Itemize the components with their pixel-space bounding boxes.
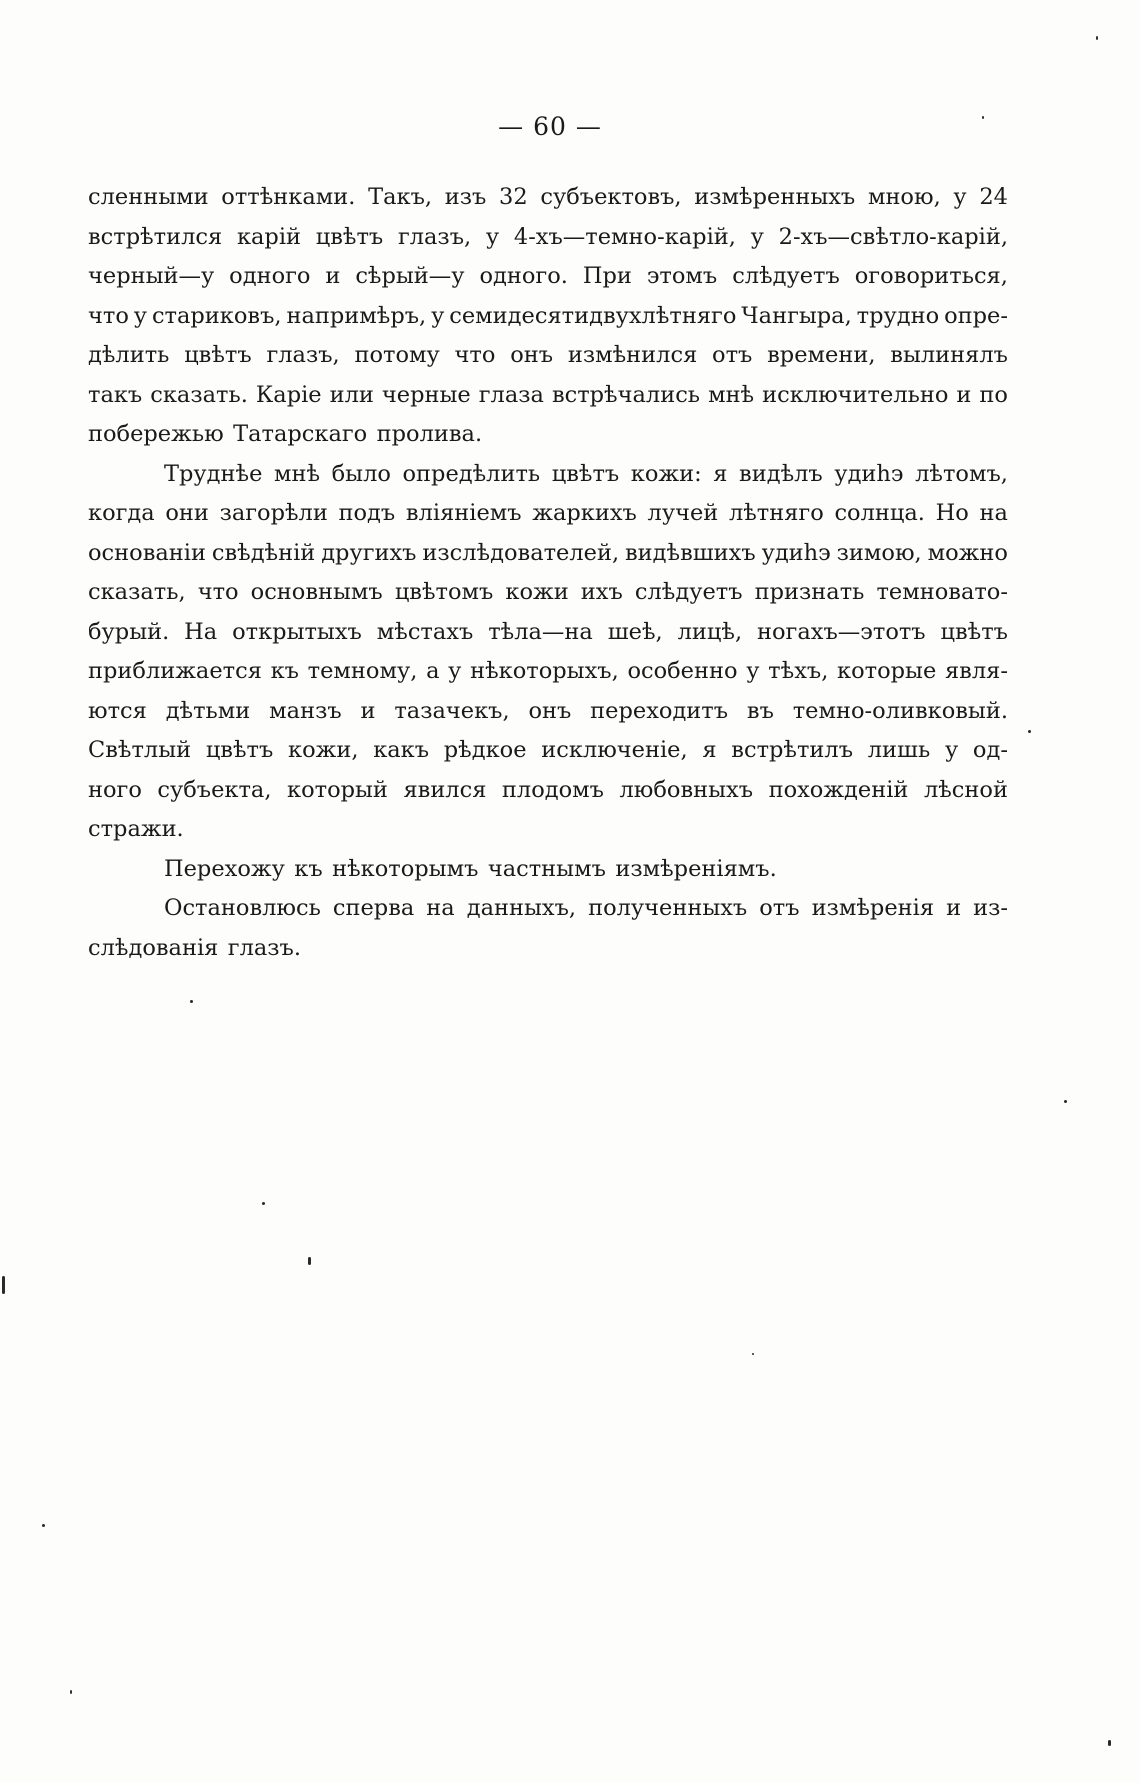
body-text	[88, 178, 1008, 968]
word: цвѣтъ	[315, 223, 384, 250]
word: и	[946, 895, 962, 921]
word: и	[360, 697, 376, 724]
word: Чангыра,	[741, 302, 852, 329]
word: у	[485, 223, 500, 250]
word: кожи:	[630, 460, 702, 487]
word: удиһэ	[834, 460, 904, 487]
text-line	[88, 771, 1008, 811]
word: ихъ	[580, 579, 623, 605]
word: карій	[236, 223, 302, 250]
word: у	[746, 658, 760, 684]
word: стражи.	[88, 816, 184, 842]
word: отъ	[759, 895, 800, 921]
word: 24	[979, 184, 1008, 210]
word: измѣренныхъ	[694, 184, 856, 210]
text-line	[88, 494, 1008, 534]
word: какъ	[373, 737, 430, 763]
text-line	[88, 613, 1008, 653]
word: у	[431, 302, 445, 329]
word: из-	[973, 895, 1008, 921]
word: въ	[746, 697, 774, 724]
text-line	[88, 731, 1008, 771]
word: кожи,	[288, 737, 359, 763]
word: основаніи	[88, 539, 206, 566]
scan-speck	[190, 1000, 193, 1003]
text-line	[88, 692, 1008, 732]
word: слѣдованія	[88, 934, 219, 961]
word: жаркихъ	[532, 500, 637, 526]
word: лѣсной	[923, 776, 1008, 803]
word: времени,	[767, 342, 876, 368]
text-line	[88, 178, 1008, 218]
word: по	[979, 381, 1008, 408]
word: темновато-	[876, 579, 1008, 605]
scan-speck	[1108, 1740, 1111, 1746]
word: одного.	[479, 263, 568, 289]
text-line	[88, 257, 1008, 297]
word: ногахъ—этотъ	[757, 618, 926, 645]
word: Такъ,	[368, 184, 433, 210]
text-line	[88, 455, 1008, 495]
word: глазъ,	[397, 223, 472, 250]
word: встрѣтился	[88, 223, 223, 250]
word: побережью	[88, 421, 224, 447]
word: При	[582, 263, 632, 289]
word: ются	[88, 697, 147, 724]
word: опредѣлить	[402, 460, 541, 487]
word: цвѣтъ	[940, 618, 1008, 645]
word: шеѣ,	[607, 618, 663, 645]
word: семидесятидвухлѣтняго	[449, 302, 737, 329]
word: встрѣтилъ	[731, 737, 854, 763]
word: глазъ.	[227, 934, 302, 961]
scan-speck	[70, 1690, 72, 1694]
word: дѣлить	[88, 342, 170, 368]
word: оттѣнками.	[221, 184, 356, 210]
word: было	[331, 460, 391, 487]
scan-speck	[1096, 36, 1098, 40]
word: этомъ	[646, 263, 718, 289]
word: вліяніемъ	[405, 500, 522, 526]
word: сѣрый—у	[355, 263, 465, 289]
word: удиһэ	[761, 539, 831, 566]
text-line	[88, 336, 1008, 376]
text-line	[88, 297, 1008, 337]
word: темному,	[307, 658, 418, 684]
scan-speck	[982, 116, 984, 119]
word: открытыхъ	[232, 618, 362, 645]
word: черные	[381, 381, 471, 408]
word: нѣкоторымъ	[332, 855, 479, 882]
word: видѣвшихъ	[625, 539, 756, 566]
scan-speck	[42, 1524, 45, 1527]
word: На	[184, 618, 218, 645]
word: частнымъ	[487, 855, 606, 882]
word: мнѣ	[708, 381, 755, 408]
word: подъ	[338, 500, 396, 526]
text-line	[88, 376, 1008, 416]
word: у	[448, 658, 462, 684]
word: измѣреніямъ.	[615, 855, 777, 882]
word: темно-оливковый.	[792, 697, 1008, 724]
word: изъ	[444, 184, 487, 210]
word: нѣкоторыхъ,	[470, 658, 619, 684]
text-line	[88, 415, 1008, 455]
word: черный—у	[88, 263, 215, 289]
word: Каріе	[255, 381, 322, 408]
word: а	[426, 658, 440, 684]
word: похожденій	[768, 776, 909, 803]
word: сперва	[332, 895, 415, 921]
word: когда	[88, 500, 155, 526]
word: явля-	[944, 658, 1008, 684]
word: на	[979, 500, 1008, 526]
text-line	[88, 850, 1008, 890]
word: который	[287, 776, 388, 803]
word: лицѣ,	[677, 618, 743, 645]
word: свѣдѣній	[211, 539, 316, 566]
word: къ	[270, 658, 299, 684]
word: онъ	[510, 342, 554, 368]
word: изслѣдователей,	[422, 539, 620, 566]
word: стариковъ,	[151, 302, 282, 329]
word: напримѣръ,	[286, 302, 427, 329]
word: я	[713, 460, 728, 487]
word: онъ	[528, 697, 572, 724]
scan-speck	[1064, 1100, 1067, 1103]
scan-speck	[2, 1276, 5, 1294]
word: особенно	[627, 658, 738, 684]
text-line	[88, 810, 1008, 850]
word: слѣдуетъ	[634, 579, 743, 605]
word: бурый.	[88, 618, 170, 645]
word: можно	[927, 539, 1008, 566]
word: и	[956, 381, 972, 408]
word: опре-	[944, 302, 1008, 329]
word: встрѣчались	[551, 381, 701, 408]
word: манзъ	[269, 697, 342, 724]
word: данныхъ,	[466, 895, 577, 921]
word: мѣстахъ	[376, 618, 474, 645]
word: рѣдкое	[443, 737, 527, 763]
word: такъ	[88, 381, 143, 408]
word: на	[426, 895, 455, 921]
word: оговориться,	[854, 263, 1008, 289]
word: сказать.	[150, 381, 248, 408]
page-number: — 60 —	[498, 112, 602, 141]
word: полученныхъ	[588, 895, 748, 921]
scan-speck	[1028, 730, 1031, 733]
word: измѣренія	[811, 895, 935, 921]
word: или	[329, 381, 374, 408]
word: лучей	[647, 500, 719, 526]
word: пролива.	[376, 421, 483, 447]
word: глазъ,	[266, 342, 340, 368]
word: Остановлюсь	[164, 895, 321, 921]
word: приближается	[88, 658, 262, 684]
word: Свѣтлый	[88, 737, 192, 763]
word: потому	[354, 342, 440, 368]
word: у	[750, 223, 764, 250]
word: мною,	[867, 184, 941, 210]
word: любовныхъ	[619, 776, 754, 803]
word: тѣхъ,	[768, 658, 829, 684]
word: плодомъ	[501, 776, 604, 803]
word: у	[133, 302, 148, 329]
word: что	[88, 302, 129, 329]
word: одного	[229, 263, 311, 289]
word: они	[165, 500, 209, 526]
word: переходитъ	[590, 697, 729, 724]
word: лѣтомъ,	[915, 460, 1008, 487]
word: субъекта,	[157, 776, 272, 803]
word: 2-хъ—свѣтло-карій,	[778, 223, 1008, 250]
text-line	[88, 929, 1008, 969]
word: у	[953, 184, 967, 210]
word: кожи	[505, 579, 569, 605]
word: цвѣтомъ	[394, 579, 494, 605]
word: что	[197, 579, 239, 605]
word: что	[454, 342, 496, 368]
word: сказать,	[88, 579, 186, 605]
word: у	[944, 737, 959, 763]
word: загорѣли	[219, 500, 328, 526]
word: трудно	[856, 302, 940, 329]
word: лишь	[867, 737, 931, 763]
word: явился	[403, 776, 487, 803]
word: видѣлъ	[739, 460, 823, 487]
word: цвѣтъ	[184, 342, 252, 368]
scan-speck	[262, 1202, 265, 1205]
word: слѣдуетъ	[732, 263, 840, 289]
word: глаза	[478, 381, 544, 408]
word: вылинялъ	[890, 342, 1008, 368]
word: Перехожу	[164, 855, 285, 882]
word: солнца.	[834, 500, 925, 526]
word: ного	[88, 776, 142, 803]
word: дѣтьми	[165, 697, 251, 724]
text-line	[88, 534, 1008, 574]
scan-speck	[308, 1257, 311, 1265]
word: измѣнился	[567, 342, 698, 368]
word: зимою,	[836, 539, 922, 566]
word: Татарскаго	[233, 421, 368, 447]
scan-speck	[752, 1353, 754, 1355]
word: Но	[935, 500, 969, 526]
text-line	[88, 889, 1008, 929]
word: сленными	[88, 184, 209, 210]
word: другихъ	[321, 539, 417, 566]
word: тѣла—на	[488, 618, 593, 645]
word: цвѣтъ	[205, 737, 274, 763]
word: исключительно	[762, 381, 949, 408]
word: Труднѣе	[164, 460, 263, 487]
word: субъектовъ,	[540, 184, 682, 210]
word: я	[702, 737, 717, 763]
word: тазачекъ,	[394, 697, 510, 724]
word: которые	[837, 658, 937, 684]
word: мнѣ	[273, 460, 321, 487]
text-line	[88, 652, 1008, 692]
word: 32	[499, 184, 528, 210]
word: къ	[294, 855, 323, 882]
word: признать	[754, 579, 865, 605]
word: исключеніе,	[541, 737, 688, 763]
word: и	[325, 263, 341, 289]
text-line	[88, 573, 1008, 613]
word: лѣтняго	[728, 500, 824, 526]
text-line	[88, 218, 1008, 258]
word: 4-хъ—темно-карій,	[513, 223, 736, 250]
word: цвѣтъ	[551, 460, 620, 487]
word: отъ	[712, 342, 753, 368]
word: основнымъ	[250, 579, 383, 605]
word: од-	[972, 737, 1008, 763]
